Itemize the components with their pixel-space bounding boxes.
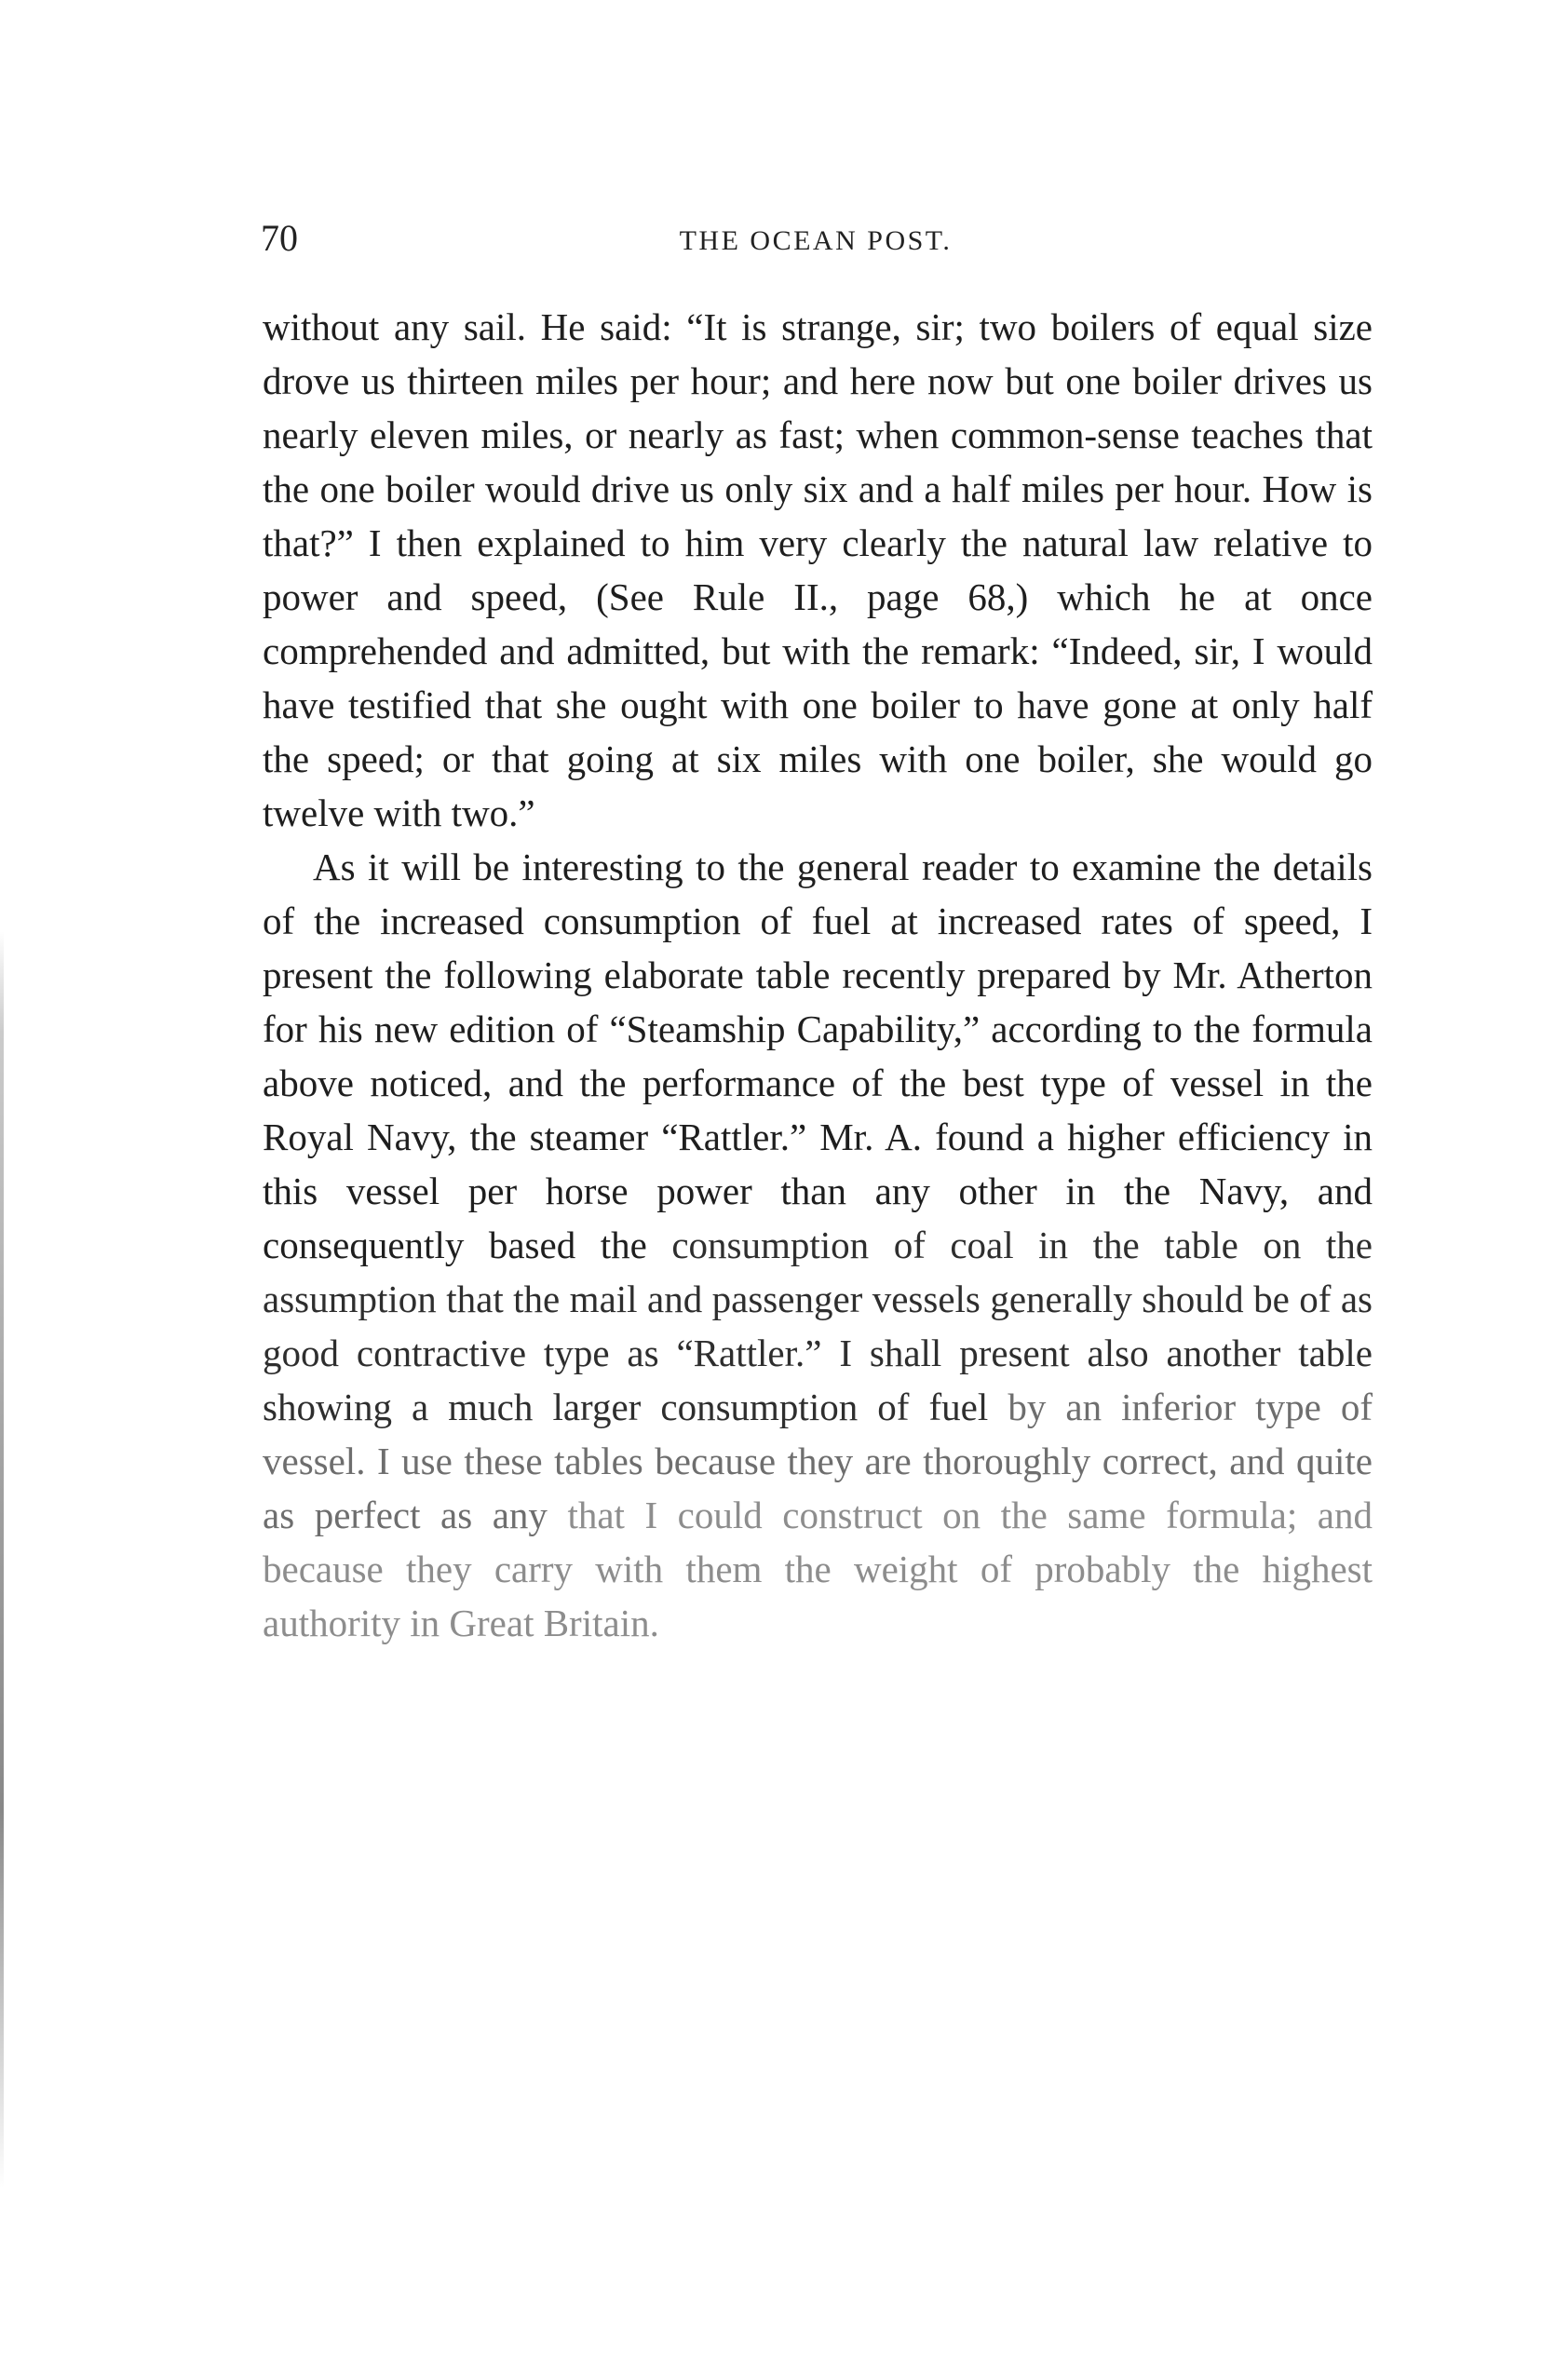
paragraph-2: [263, 840, 1373, 1650]
paragraph-1: without any sail. He said: “It is strange, sir; two boilers of equal size drove us thirteen miles per hour; and here now but one boiler drives us nearly eleven miles, or nearly as fast; when common-sense teaches that the one boiler would drive us only six and a half miles per hour. How is that?” I then explained to him very clearly the natural law relative to power and speed, (See Rule II., page 68,) which he at once comprehended and admitted, but with the remark: “Indeed, sir, I would have testified that she ought with one boiler to have gone at only half the speed; or that going at six miles with one boiler, she would go twelve with two.”: [263, 305, 1373, 834]
paragraph-2-part-3: by an inferior type of vessel. I use these tables because they are thoroughly correct, and quite as perfect as any: [263, 1386, 1373, 1536]
paragraph-2-part-1: As it will be interesting to the general reader to examine the details of the increased consumption of fuel at increased rates of speed, I present the following elaborate table recently prepared by Mr. Atherton for his new edition of “Steamship Capability,” according to the formula above noticed, and the performance of the best type of vessel in the Royal Navy, the steamer “Rattler.” Mr. A. found a higher efficiency in this vessel per horse power than any other in the Navy, and consequently based the: [263, 845, 1373, 1266]
running-title: THE OCEAN POST.: [679, 225, 953, 256]
body-text: [263, 300, 1373, 1650]
paragraph-2-part-2: consumption of coal in the table on the assumption that the mail and passenger vessels generally should be of as good contractive type as “Rattler.” I shall present also another table showing a much larger consumption of fuel: [263, 1224, 1373, 1428]
page-edge-shadow: [0, 931, 4, 2188]
page-header: [261, 216, 1371, 272]
paragraph-2-part-4: that I could construct on the same formula; and because they carry with them the weight of probably the highest authority in Great Britain.: [263, 1494, 1373, 1644]
page-number: 70: [261, 217, 298, 259]
